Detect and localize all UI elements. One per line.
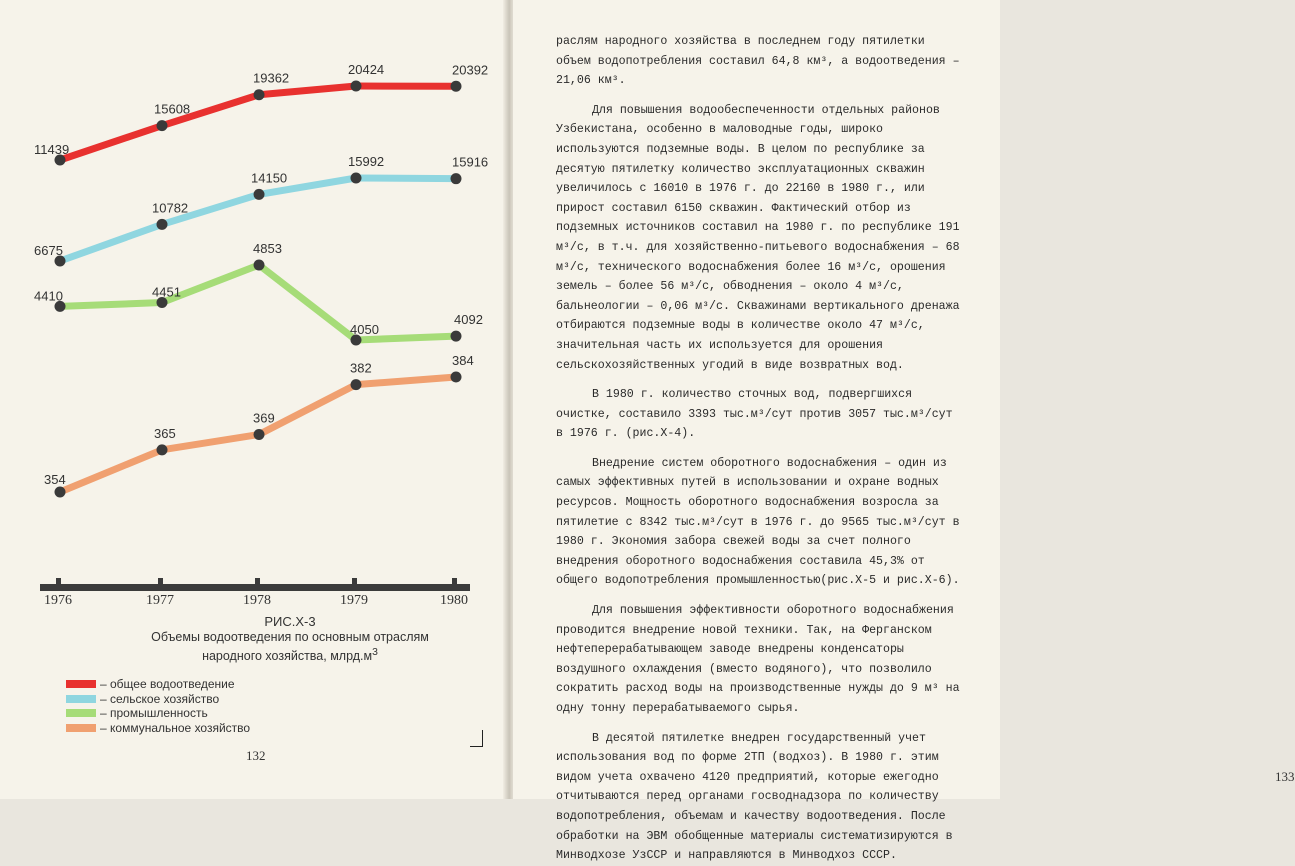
- x-axis-tick: [452, 578, 457, 586]
- legend-swatch-blue: [66, 695, 96, 703]
- legend-label: – коммунальное хозяйство: [100, 721, 250, 735]
- x-tick-label: 1980: [440, 593, 468, 608]
- legend-label: – общее водоотведение: [100, 677, 235, 691]
- data-point: [254, 189, 265, 200]
- legend-item: [66, 706, 366, 721]
- data-point: [451, 173, 462, 184]
- paragraph: Для повышения водообеспеченности отдельных районов Узбекистана, особенно в маловодные годы, широко используются подземные воды. В целом по республике за десятую пятилетку количество эксплуатационных скважин увеличилось с 16010 в 1976 г. до 22160 в 1980 г., или прирост составил 6150 скважин. Фактический отбор из подземных источников составил на 1980 г. по республике 191 м³/с, в т.ч. для хозяйственно-питьевого водоснабжения – 68 м³/с, технического водоснабжения более 16 м³/с, орошения земель – более 56 м³/с, обводнения – около 4 м³/с, бальнеологии – 0,06 м³/с. Скважинами вертикального дренажа отбираются подземные воды в количестве около 47 м³/с, значительная часть их используется для орошения сельскохозяйственных угодий в виде возвратных вод.: [556, 101, 966, 375]
- paragraph: В десятой пятилетке внедрен государственный учет использования вод по форме 2ТП (водхоз). В 1980 г. этим видом учета охвачено 4120 предприятий, которые ежегодно отчитываются перед органами госводнадзора по количеству водопотребления, объемам и качеству водоотведения. После обработки на ЭВМ обобщенные материалы систематизируются в Минводхозе УзССР и направляются в Минводхоз СССР.: [556, 729, 966, 866]
- x-axis-tick: [56, 578, 61, 586]
- legend-label: – сельское хозяйство: [100, 692, 219, 706]
- legend-item: [66, 677, 366, 692]
- paragraph: раслям народного хозяйства в последнем году пятилетки объем водопотребления составил 64,8 км³, а водоотведения – 21,06 км³.: [556, 32, 966, 91]
- legend-item: [66, 721, 366, 736]
- figure-title: [100, 629, 480, 664]
- data-label: 15992: [348, 154, 384, 169]
- data-label: 365: [154, 426, 176, 441]
- series-line-segment: [356, 377, 456, 385]
- data-point: [351, 379, 362, 390]
- legend-swatch-red: [66, 680, 96, 688]
- paragraph: Внедрение систем оборотного водоснабжения – один из самых эффективных путей в использовании и охране водных ресурсов. Мощность оборотного водоснабжения возросла за пятилетие с 8342 тыс.м³/сут в 1976 г. до 9565 тыс.м³/сут в 1980 г. Экономия забора свежей воды за счет полного внедрения оборотного водоснабжения составила 45,3% от общего водопотребления промышленностью(рис.Х-5 и рис.Х-6).: [556, 454, 966, 591]
- series-line-segment: [259, 86, 356, 95]
- data-point: [254, 429, 265, 440]
- data-point: [254, 89, 265, 100]
- data-label: 11439: [34, 142, 69, 157]
- data-point: [351, 81, 362, 92]
- paragraph: В 1980 г. количество сточных вод, подвергшихся очистке, составило 3393 тыс.м³/сут против 3057 тыс.м³/сут в 1976 г. (рис.Х-4).: [556, 385, 966, 444]
- x-tick-label: 1976: [44, 593, 72, 608]
- legend-swatch-orange: [66, 724, 96, 732]
- data-label: 14150: [251, 170, 287, 185]
- body-text: [556, 32, 966, 866]
- figure-title-sup: 3: [372, 647, 378, 658]
- data-label: 19362: [253, 71, 289, 86]
- data-point: [157, 219, 168, 230]
- legend-label: – промышленность: [100, 706, 208, 720]
- series-line-segment: [60, 450, 162, 492]
- data-point: [451, 331, 462, 342]
- data-label: 4092: [454, 312, 483, 327]
- series-line-segment: [60, 224, 162, 261]
- series-line-segment: [60, 126, 162, 160]
- data-label: 10782: [152, 200, 188, 215]
- figure-title-line2: [100, 645, 480, 664]
- data-label: 4451: [152, 285, 181, 300]
- page-number-right: 133: [1275, 769, 1295, 785]
- figure-title-line1: Объемы водоотведения по основным отраслям: [100, 629, 480, 645]
- data-label: 4853: [253, 241, 282, 256]
- paragraph: Для повышения эффективности оборотного водоснабжения проводится внедрение новой техники. Так, на Ферганском нефтеперерабатывающем заводе внедрены конденсаторы воздушного охлаждения (вместо водяного), что позволило сократить расход воды на производственные нужды до 9 м³ на одну тонну перерабатываемого сырья.: [556, 601, 966, 719]
- data-label: 382: [350, 361, 372, 376]
- data-point: [351, 173, 362, 184]
- page-number-left: 132: [246, 748, 266, 764]
- data-label: 4410: [34, 288, 63, 303]
- figure-number: РИС.Х-3: [100, 614, 480, 630]
- data-label: 354: [44, 472, 66, 487]
- data-label: 15916: [452, 155, 488, 170]
- x-axis-tick: [158, 578, 163, 586]
- line-chart: [0, 0, 507, 610]
- data-label: 15608: [154, 102, 190, 117]
- series-line-segment: [356, 178, 456, 179]
- x-axis-tick: [255, 578, 260, 586]
- data-label: 369: [253, 411, 275, 426]
- x-tick-label: 1979: [340, 593, 368, 608]
- data-label: 384: [452, 353, 474, 368]
- data-point: [157, 444, 168, 455]
- legend-swatch-green: [66, 709, 96, 717]
- legend-item: [66, 692, 366, 707]
- corner-mark: [470, 730, 483, 747]
- data-label: 20424: [348, 62, 384, 77]
- data-point: [451, 372, 462, 383]
- data-label: 4050: [350, 322, 379, 337]
- chart-legend: [66, 677, 366, 735]
- x-axis-tick: [352, 578, 357, 586]
- series-line-segment: [162, 435, 259, 450]
- data-point: [157, 120, 168, 131]
- x-tick-label: 1978: [243, 593, 271, 608]
- data-point: [254, 260, 265, 271]
- x-tick-label: 1977: [146, 593, 174, 608]
- data-label: 6675: [34, 243, 63, 258]
- series-line-segment: [60, 303, 162, 307]
- data-point: [55, 487, 66, 498]
- data-point: [451, 81, 462, 92]
- data-label: 20392: [452, 62, 488, 77]
- series-line-segment: [259, 265, 356, 340]
- left-page: [0, 0, 507, 799]
- figure-title-line2-text: народного хозяйства, млрд.м: [202, 649, 372, 663]
